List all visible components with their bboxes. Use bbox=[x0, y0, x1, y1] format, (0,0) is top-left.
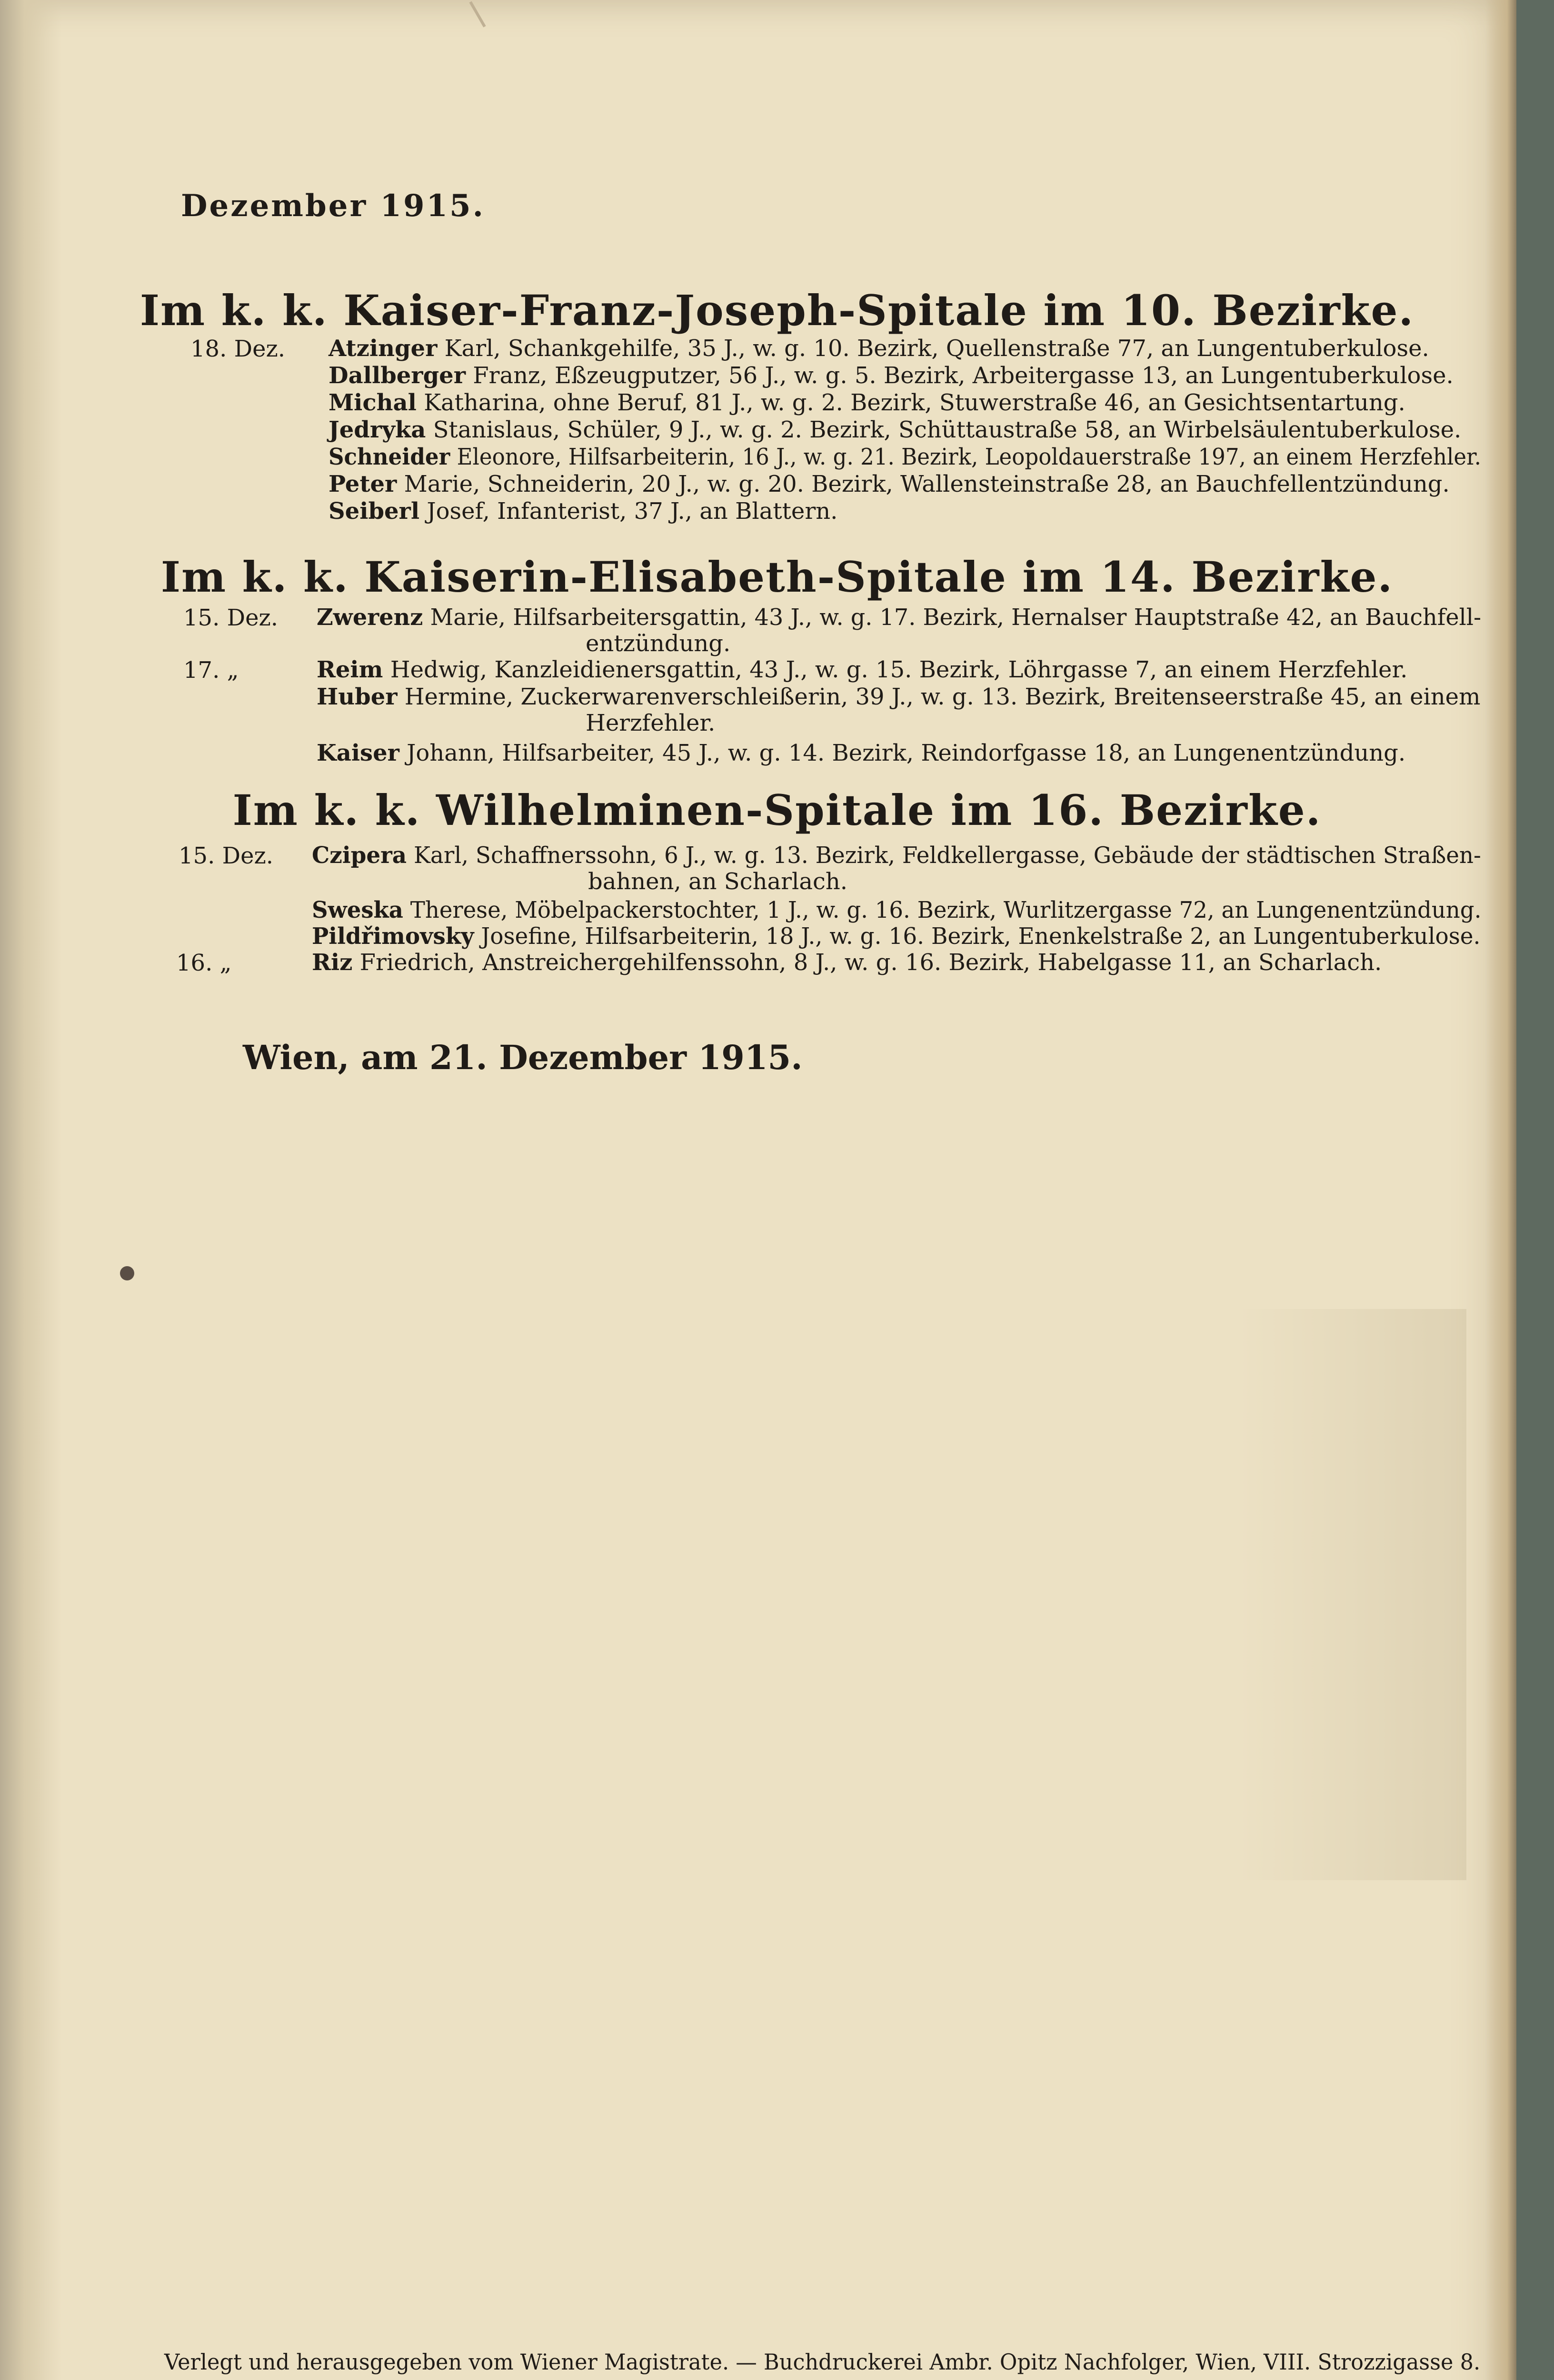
publisher-footer: Verlegt und herausgegeben vom Wiener Magistrate. — Buchdruckerei Ambr. Opitz Nachfolger, Wien, VIII. Strozzigasse 8. bbox=[164, 2349, 1481, 2375]
entry-date: 18. Dez. bbox=[190, 336, 286, 362]
entry-text: Karl, Schaffnerssohn, 6 J., w. g. 13. Bezirk, Feldkellergasse, Gebäude der städtischen Straßen- bbox=[413, 842, 1481, 869]
entry-name: Peter bbox=[329, 471, 397, 497]
entry-date: 15. Dez. bbox=[183, 605, 279, 631]
entry-continuation: entzündung. bbox=[586, 630, 731, 657]
section-heading: Im k. k. Kaiserin-Elisabeth-Spitale im 14. Bezirke. bbox=[160, 552, 1394, 602]
bleed-through-shadow bbox=[1238, 1309, 1466, 1880]
entry-date: 16. „ bbox=[176, 950, 232, 976]
entry-date: 15. Dez. bbox=[179, 843, 274, 869]
entry-row bbox=[317, 740, 1405, 766]
entry-name: Atzinger bbox=[329, 335, 438, 362]
entry-name: Huber bbox=[317, 684, 398, 710]
entry-name: Michal bbox=[329, 389, 417, 416]
entry-row bbox=[329, 498, 837, 524]
entry-name: Sweska bbox=[312, 897, 403, 923]
ink-spot bbox=[120, 1266, 134, 1280]
entry-name: Reim bbox=[317, 656, 383, 683]
entry-name: Dallberger bbox=[329, 362, 466, 389]
entry-continuation: Herzfehler. bbox=[586, 710, 716, 736]
entry-text: Johann, Hilfsarbeiter, 45 J., w. g. 14. Bezirk, Reindorfgasse 18, an Lungenentzündung. bbox=[407, 740, 1406, 766]
entry-text: Hedwig, Kanzleidienersgattin, 43 J., w. g. 15. Bezirk, Löhrgasse 7, an einem Herzfehler. bbox=[390, 656, 1408, 683]
entry-name: Pildřimovsky bbox=[312, 923, 474, 950]
entry-text: Hermine, Zuckerwarenverschleißerin, 39 J., w. g. 13. Bezirk, Breitenseerstraße 45, an einem bbox=[404, 684, 1481, 710]
entry-row bbox=[329, 444, 1481, 470]
entry-row bbox=[312, 923, 1480, 949]
entry-continuation: bahnen, an Scharlach. bbox=[588, 868, 848, 895]
entry-row bbox=[317, 657, 1407, 683]
page-mark bbox=[469, 1, 486, 28]
entry-text: Friedrich, Anstreichergehilfenssohn, 8 J., w. g. 16. Bezirk, Habelgasse 11, an Scharlach. bbox=[359, 949, 1382, 976]
entry-text: Eleonore, Hilfsarbeiterin, 16 J., w. g. 21. Bezirk, Leopoldauerstraße 197, an einem Herzfehler. bbox=[457, 444, 1481, 470]
entry-row bbox=[329, 471, 1450, 497]
entry-name: Schneider bbox=[329, 444, 450, 470]
entry-text: Franz, Eßzeugputzer, 56 J., w. g. 5. Bezirk, Arbeitergasse 13, an Lungentuberkulose. bbox=[473, 362, 1454, 389]
entry-row bbox=[329, 390, 1405, 416]
entry-text: Josefine, Hilfsarbeiterin, 18 J., w. g. 16. Bezirk, Enenkelstraße 2, an Lungentuberkulose. bbox=[481, 923, 1481, 950]
entry-name: Zwerenz bbox=[317, 604, 423, 631]
entry-text: Karl, Schankgehilfe, 35 J., w. g. 10. Bezirk, Quellenstraße 77, an Lungentuberkulose. bbox=[444, 335, 1429, 362]
page-left-edge bbox=[0, 0, 62, 2380]
entry-text: Stanislaus, Schüler, 9 J., w. g. 2. Bezirk, Schüttaustraße 58, an Wirbelsäulentuberkulose. bbox=[433, 416, 1462, 443]
entry-row bbox=[329, 336, 1429, 361]
page-right-edge bbox=[1485, 0, 1516, 2380]
entry-row bbox=[317, 605, 1481, 630]
entry-date: 17. „ bbox=[183, 657, 239, 684]
entry-name: Kaiser bbox=[317, 740, 399, 766]
entry-row bbox=[312, 843, 1481, 868]
entry-row bbox=[312, 950, 1382, 975]
entry-name: Czipera bbox=[312, 842, 407, 869]
section-heading: Im k. k. Kaiser-Franz-Joseph-Spitale im 10. Bezirke. bbox=[139, 286, 1415, 335]
entry-text: Josef, Infanterist, 37 J., an Blattern. bbox=[427, 498, 838, 525]
entry-name: Seiberl bbox=[329, 498, 420, 525]
closing-line: Wien, am 21. Dezember 1915. bbox=[243, 1038, 803, 1077]
entry-row bbox=[317, 684, 1481, 710]
section-heading: Im k. k. Wilhelminen-Spitale im 16. Bezirke. bbox=[232, 785, 1322, 835]
entry-row bbox=[329, 363, 1454, 388]
entry-text: Marie, Schneiderin, 20 J., w. g. 20. Bezirk, Wallensteinstraße 28, an Bauchfellentzündung. bbox=[404, 471, 1450, 497]
entry-row bbox=[312, 897, 1481, 923]
entry-name: Jedryka bbox=[329, 416, 426, 443]
entry-row bbox=[329, 417, 1461, 443]
entry-text: Katharina, ohne Beruf, 81 J., w. g. 2. Bezirk, Stuwerstraße 46, an Gesichtsentartung. bbox=[424, 389, 1405, 416]
entry-text: Marie, Hilfsarbeitersgattin, 43 J., w. g. 17. Bezirk, Hernalser Hauptstraße 42, an Bauchfell- bbox=[430, 604, 1482, 631]
entry-text: Therese, Möbelpackerstochter, 1 J., w. g. 16. Bezirk, Wurlitzergasse 72, an Lungenentzündung. bbox=[410, 897, 1482, 923]
entry-name: Riz bbox=[312, 949, 353, 976]
month-header: Dezember 1915. bbox=[181, 188, 485, 224]
